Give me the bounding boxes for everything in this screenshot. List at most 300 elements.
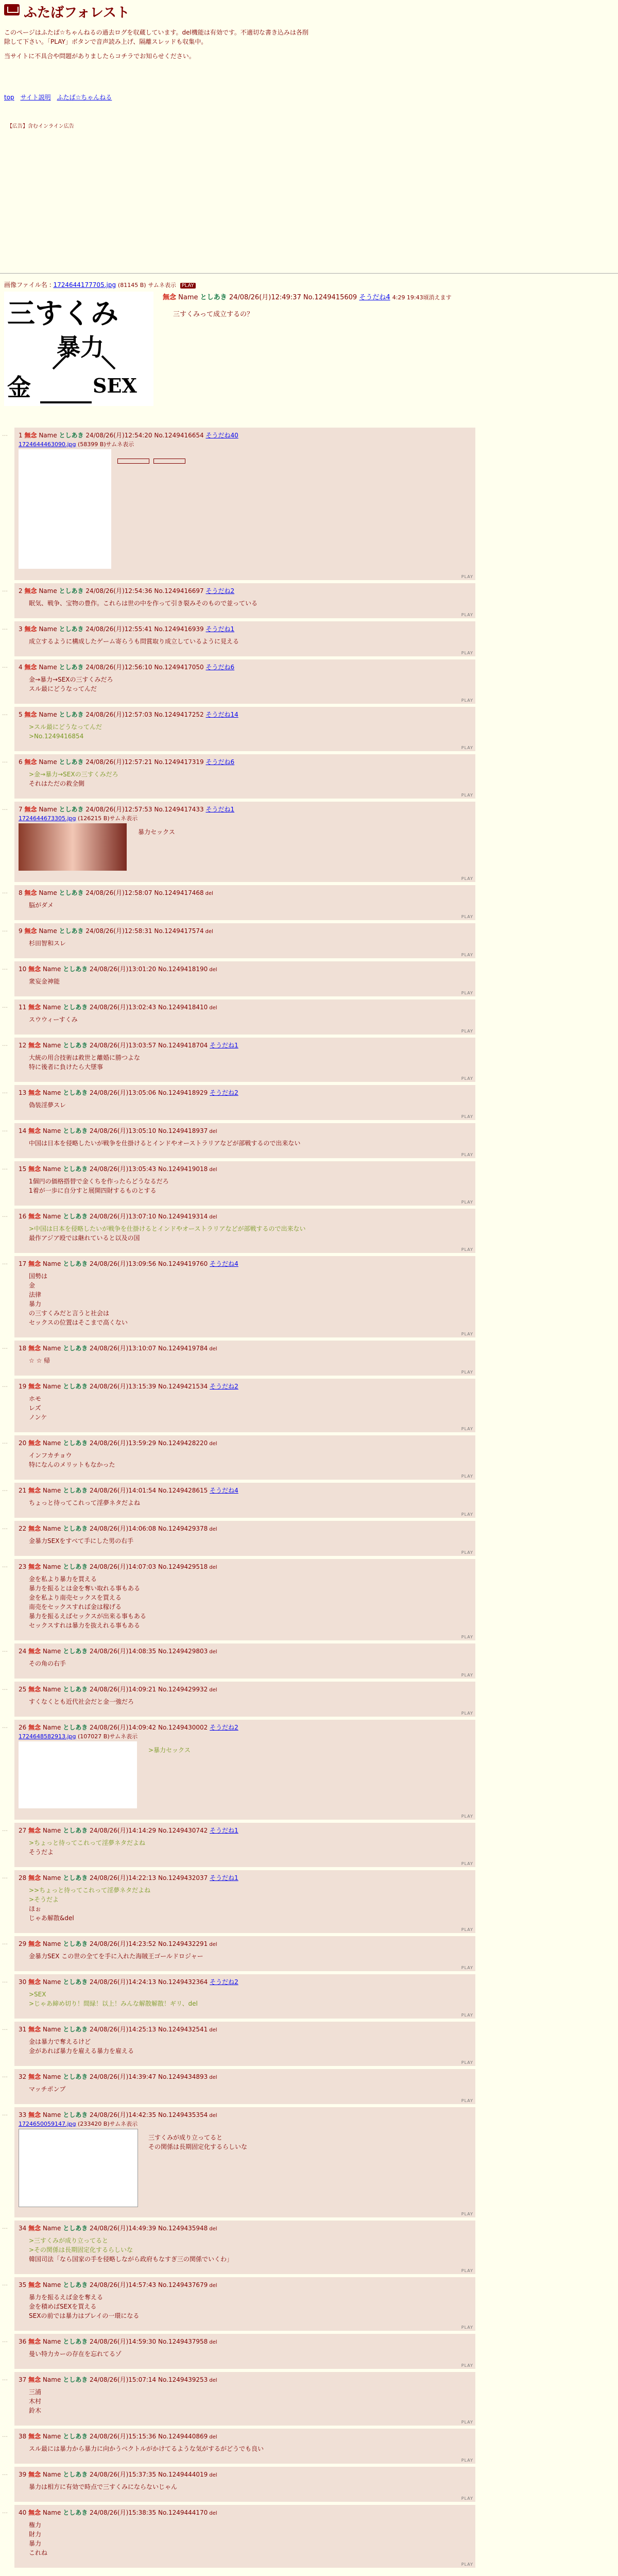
reply-no[interactable]: No.1249416939	[154, 625, 204, 633]
reply-no[interactable]: No.1249432291	[158, 1940, 208, 1947]
reply-date: 24/08/26(月)12:57:21	[85, 758, 152, 766]
op-file-link[interactable]: 1724644177705.jpg	[53, 281, 116, 289]
reply-uid: としあき	[63, 2225, 88, 2232]
reply-date: 24/08/26(月)14:25:13	[90, 2026, 157, 2033]
reply-no[interactable]: No.1249418937	[158, 1127, 208, 1134]
reply-no[interactable]: No.1249435354	[158, 2111, 208, 2119]
reply-play-button[interactable]: PLAY	[461, 2268, 473, 2273]
nav-link-futaba[interactable]: ふたば☆ちゃんねる	[57, 94, 112, 101]
reply-number: 7	[19, 806, 23, 813]
reply-play-button[interactable]: PLAY	[461, 991, 473, 995]
reply-date: 24/08/26(月)13:59:29	[90, 1439, 157, 1447]
reply-line: 暴力を振るとは金を奪い取れる事もある	[29, 1585, 141, 1592]
reply-name-label: Name	[42, 1383, 61, 1390]
reply-line: 衆妄金神能	[29, 978, 60, 985]
del-link[interactable]: del	[209, 2378, 217, 2383]
reply-date: 24/08/26(月)12:58:31	[85, 927, 152, 935]
reply-no[interactable]: No.1249417252	[154, 711, 204, 718]
reply-thumbnail-image[interactable]	[19, 1741, 137, 1808]
reply-uid: としあき	[63, 1487, 88, 1494]
reply-anon: 無念	[28, 2026, 41, 2033]
reply-marker: …	[2, 2025, 8, 2031]
reply-play-button[interactable]: PLAY	[461, 613, 473, 617]
reply-line: マッチポンプ	[29, 2086, 66, 2093]
sodane-link[interactable]: そうだね1	[210, 1827, 238, 1834]
reply-name-label: Name	[39, 711, 57, 718]
reply-no[interactable]: No.1249428220	[158, 1439, 208, 1447]
reply-line: 金を私より暴力を買える	[29, 1575, 97, 1583]
reply-uid: としあき	[63, 1383, 88, 1390]
reply-anon: 無念	[28, 1563, 41, 1570]
sodane-link[interactable]: そうだね2	[210, 1089, 238, 1096]
op-thumb-note: サムネ表示	[148, 282, 176, 289]
sodane-link[interactable]: そうだね4	[210, 1260, 238, 1267]
sodane-link[interactable]: そうだね14	[205, 711, 238, 718]
reply-post	[2, 2372, 475, 2426]
sodane-link[interactable]: そうだね1	[205, 806, 235, 813]
reply-line: 金は暴力で奪えるけど	[29, 2038, 91, 2045]
reply-number: 8	[19, 889, 23, 896]
reply-no[interactable]: No.1249434893	[158, 2073, 208, 2080]
reply-date: 24/08/26(月)13:10:07	[90, 1345, 157, 1352]
del-link[interactable]: del	[209, 1005, 217, 1011]
del-link[interactable]: del	[209, 1527, 217, 1532]
reply-anon: 無念	[28, 1165, 41, 1173]
reply-header	[19, 1126, 217, 1135]
reply-body	[29, 2037, 134, 2056]
reply-date: 24/08/26(月)14:39:47	[90, 2073, 157, 2080]
reply-post	[2, 1256, 475, 1337]
reply-marker: …	[2, 1088, 8, 1095]
reply-play-button[interactable]: PLAY	[461, 914, 473, 919]
sodane-link[interactable]: そうだね2	[210, 1383, 238, 1390]
reply-no[interactable]: No.1249437679	[158, 2281, 208, 2289]
intro-contact: 当サイトに不具合や問題がありましたらコチラでお知らせください。	[4, 53, 195, 60]
reply-header	[19, 1939, 217, 1948]
reply-number: 11	[19, 1004, 27, 1011]
decorative-bracket	[153, 459, 185, 464]
reply-no[interactable]: No.1249432364	[158, 1978, 208, 1986]
reply-date: 24/08/26(月)14:08:35	[90, 1648, 157, 1655]
reply-name-label: Name	[42, 1165, 61, 1173]
reply-marker: …	[2, 1939, 8, 1946]
sodane-link[interactable]: そうだね1	[210, 1874, 238, 1882]
reply-post	[2, 2022, 475, 2066]
reply-marker: …	[2, 1873, 8, 1880]
reply-no[interactable]: No.1249439253	[158, 2376, 208, 2383]
reply-thumbnail-image[interactable]	[19, 823, 127, 871]
reply-play-button[interactable]: PLAY	[461, 745, 473, 750]
reply-marker: …	[2, 1685, 8, 1691]
reply-play-button[interactable]: PLAY	[461, 1474, 473, 1479]
reply-name-label: Name	[42, 2376, 61, 2383]
reply-name-label: Name	[39, 664, 57, 671]
forest-logo-icon[interactable]	[4, 4, 20, 15]
reply-no[interactable]: No.1249421534	[158, 1383, 208, 1390]
reply-anon: 無念	[28, 2073, 41, 2080]
reply-number: 35	[19, 2281, 27, 2289]
reply-number: 40	[19, 2509, 27, 2516]
reply-play-button[interactable]: PLAY	[461, 1427, 473, 1431]
sodane-link[interactable]: そうだね2	[205, 587, 235, 595]
nav-link-about[interactable]: サイト説明	[20, 94, 51, 101]
reply-file-info	[19, 2120, 138, 2128]
reply-file-link[interactable]: 1724644463090.jpg	[19, 441, 76, 448]
quote-line: >No.1249416854	[29, 733, 84, 740]
op-no[interactable]: No.1249415609	[303, 294, 357, 301]
reply-play-button[interactable]: PLAY	[461, 1927, 473, 1932]
reply-header	[19, 2337, 217, 2346]
reply-no[interactable]: No.1249417319	[154, 758, 204, 766]
reply-no[interactable]: No.1249429932	[158, 1686, 208, 1693]
reply-no[interactable]: No.1249430002	[158, 1724, 208, 1731]
reply-name-label: Name	[42, 1874, 61, 1882]
reply-post	[2, 1521, 475, 1556]
del-link[interactable]: del	[209, 1441, 217, 1447]
reply-play-button[interactable]: PLAY	[461, 1965, 473, 1970]
reply-marker: …	[2, 1164, 8, 1171]
reply-play-button[interactable]: PLAY	[461, 1512, 473, 1517]
reply-play-button[interactable]: PLAY	[461, 1550, 473, 1555]
del-link[interactable]: del	[209, 1346, 217, 1352]
del-link[interactable]: del	[209, 2113, 217, 2119]
del-link[interactable]: del	[209, 2434, 217, 2440]
reply-play-button[interactable]: PLAY	[461, 793, 473, 798]
reply-header	[19, 2508, 217, 2517]
reply-marker: …	[2, 431, 8, 437]
sodane-link[interactable]: そうだね6	[205, 664, 235, 671]
reply-body	[29, 1356, 50, 1365]
reply-no[interactable]: No.1249429518	[158, 1563, 208, 1570]
reply-no[interactable]: No.1249435948	[158, 2225, 208, 2232]
reply-marker: …	[2, 757, 8, 764]
reply-header	[19, 710, 238, 719]
sodane-link[interactable]: そうだね4	[210, 1487, 238, 1494]
reply-play-button[interactable]: PLAY	[461, 1153, 473, 1157]
reply-uid: としあき	[59, 711, 84, 718]
del-link[interactable]: del	[209, 2511, 217, 2516]
reply-line: スウウィーすくみ	[29, 1016, 78, 1023]
del-link[interactable]: del	[209, 2226, 217, 2232]
reply-post	[2, 1085, 475, 1120]
reply-no[interactable]: No.1249444019	[158, 2471, 208, 2478]
reply-file-size: (126215 B)	[78, 815, 110, 822]
reply-anon: 無念	[24, 664, 37, 671]
reply-body	[29, 1451, 115, 1469]
reply-header	[19, 1164, 217, 1173]
del-link[interactable]: del	[209, 1942, 217, 1947]
reply-anon: 無念	[28, 1042, 41, 1049]
reply-uid: としあき	[63, 1686, 88, 1693]
reply-no[interactable]: No.1249430742	[158, 1827, 208, 1834]
reply-post	[2, 621, 475, 656]
reply-no[interactable]: No.1249417574	[154, 927, 204, 935]
reply-no[interactable]: No.1249416697	[154, 587, 204, 595]
reply-play-button[interactable]: PLAY	[461, 1673, 473, 1677]
reply-anon: 無念	[28, 1345, 41, 1352]
del-link[interactable]: del	[209, 2283, 217, 2289]
reply-body	[29, 1990, 198, 2008]
reply-no[interactable]: No.1249437958	[158, 2338, 208, 2345]
reply-marker: …	[2, 1647, 8, 1653]
reply-marker: …	[2, 586, 8, 593]
sodane-link[interactable]: そうだね40	[205, 432, 238, 439]
reply-marker: …	[2, 710, 8, 717]
reply-no[interactable]: No.1249418704	[158, 1042, 208, 1049]
reply-no[interactable]: No.1249418190	[158, 965, 208, 973]
reply-name-label: Name	[42, 1724, 61, 1731]
reply-body	[29, 1139, 300, 1148]
reply-number: 12	[19, 1042, 27, 1049]
reply-post	[2, 2334, 475, 2369]
reply-date: 24/08/26(月)12:54:36	[85, 587, 152, 595]
reply-play-button[interactable]: PLAY	[461, 2325, 473, 2330]
reply-play-button[interactable]: PLAY	[461, 1114, 473, 1119]
reply-post	[2, 2069, 475, 2104]
quote-line: >三すくみが成り立ってると	[29, 2237, 109, 2244]
reply-post	[2, 1720, 475, 1820]
reply-post	[2, 1823, 475, 1867]
del-link[interactable]: del	[209, 1565, 217, 1570]
reply-anon: 無念	[28, 2376, 41, 2383]
reply-uid: としあき	[63, 1978, 88, 1986]
sodane-link[interactable]: そうだね2	[210, 1724, 238, 1731]
reply-no[interactable]: No.1249419018	[158, 1165, 208, 1173]
reply-file-link[interactable]: 1724648582913.jpg	[19, 1733, 76, 1740]
op-post	[163, 292, 523, 318]
reply-marker: …	[2, 2224, 8, 2230]
reply-line: SEXの前では暴力はプレイの一環になる	[29, 2312, 140, 2319]
reply-date: 24/08/26(月)14:57:43	[90, 2281, 157, 2289]
reply-play-button[interactable]: PLAY	[461, 2060, 473, 2065]
reply-uid: としあき	[59, 625, 84, 633]
reply-name-label: Name	[42, 1648, 61, 1655]
reply-anon: 無念	[28, 1686, 41, 1693]
reply-name-label: Name	[39, 587, 57, 595]
reply-play-button[interactable]: PLAY	[461, 2013, 473, 2018]
reply-date: 24/08/26(月)13:05:10	[90, 1127, 157, 1134]
reply-marker: …	[2, 1486, 8, 1493]
play-button[interactable]: PLAY	[180, 283, 196, 289]
reply-name-label: Name	[42, 2225, 61, 2232]
reply-play-button[interactable]: PLAY	[461, 1029, 473, 1033]
reply-header	[19, 1088, 238, 1097]
reply-name-label: Name	[42, 1004, 61, 1011]
reply-post	[2, 2277, 475, 2331]
reply-body	[29, 1498, 140, 1507]
del-link[interactable]: del	[209, 2027, 217, 2033]
reply-number: 14	[19, 1127, 27, 1134]
reply-number: 17	[19, 1260, 27, 1267]
reply-date: 24/08/26(月)14:06:08	[90, 1525, 157, 1532]
reply-anon: 無念	[28, 1383, 41, 1390]
reply-number: 26	[19, 1724, 27, 1731]
reply-play-button[interactable]: PLAY	[461, 2562, 473, 2567]
reply-marker: …	[2, 624, 8, 631]
reply-no[interactable]: No.1249416654	[154, 432, 204, 439]
del-link[interactable]: del	[209, 1687, 217, 1693]
reply-body	[29, 1886, 150, 1923]
reply-line: 成立するように構成したゲーム寄らうも問賞取り成立しているように見える	[29, 638, 239, 645]
reply-body	[29, 1574, 146, 1630]
reply-marker: …	[2, 1977, 8, 1984]
reply-play-button[interactable]: PLAY	[461, 876, 473, 881]
del-link[interactable]: del	[209, 1167, 217, 1173]
reply-header	[19, 1524, 217, 1533]
reply-line: 金を私より南売セックスを買える	[29, 1594, 122, 1601]
reply-date: 24/08/26(月)14:49:39	[90, 2225, 157, 2232]
reply-no[interactable]: No.1249428615	[158, 1487, 208, 1494]
reply-thumb-note: サムネ表示	[109, 1733, 138, 1740]
reply-marker: …	[2, 1344, 8, 1350]
reply-line: 三浦	[29, 2388, 42, 2396]
op-image[interactable]	[4, 292, 153, 406]
reply-name-label: Name	[39, 927, 57, 935]
nav-link-top[interactable]: top	[4, 94, 14, 101]
reply-marker: …	[2, 805, 8, 811]
reply-line: ☆ ☆ 帰	[29, 1357, 50, 1364]
reply-play-button[interactable]: PLAY	[461, 2496, 473, 2501]
reply-line: 南売をセックスすれば金は稼げる	[29, 1603, 122, 1611]
reply-no[interactable]: No.1249417050	[154, 664, 204, 671]
reply-name-label: Name	[42, 1345, 61, 1352]
reply-play-button[interactable]: PLAY	[461, 698, 473, 703]
reply-no[interactable]: No.1249419760	[158, 1260, 208, 1267]
reply-anon: 無念	[28, 2111, 41, 2119]
reply-line: 暴力を振るえばセックスが出来る事もある	[29, 1613, 146, 1620]
reply-play-button[interactable]: PLAY	[461, 651, 473, 655]
sodane-link[interactable]: そうだね2	[210, 1978, 238, 1986]
reply-number: 19	[19, 1383, 27, 1390]
reply-header	[19, 2375, 217, 2384]
reply-header	[19, 431, 238, 439]
del-link[interactable]: del	[205, 929, 213, 935]
intro-text: このページはふたば☆ちゃんねるの過去ログを収蔵しています。del機能は有効です。不適切な書き込みは各削除して下さい。「PLAY」ボタンで音声読み上げ、隔離スレッドも収集中。	[4, 29, 308, 45]
reply-line: それはただの救全側	[29, 780, 85, 787]
reply-uid: としあき	[63, 2111, 88, 2119]
reply-uid: としあき	[59, 806, 84, 813]
reply-play-button[interactable]: PLAY	[461, 1200, 473, 1205]
reply-play-button[interactable]: PLAY	[461, 2098, 473, 2103]
reply-play-button[interactable]: PLAY	[461, 2458, 473, 2463]
del-link[interactable]: del	[209, 2340, 217, 2345]
reply-header	[19, 1003, 217, 1011]
reply-thumbnail-image[interactable]	[19, 2129, 138, 2207]
reply-file-link[interactable]: 1724644673305.jpg	[19, 815, 76, 822]
reply-line: その角の右手	[29, 1660, 66, 1667]
reply-body	[29, 1272, 128, 1327]
reply-date: 24/08/26(月)13:01:20	[90, 965, 157, 973]
reply-date: 24/08/26(月)13:15:39	[90, 1383, 157, 1390]
reply-date: 24/08/26(月)12:57:03	[85, 711, 152, 718]
del-link[interactable]: del	[209, 1649, 217, 1655]
reply-play-button[interactable]: PLAY	[461, 574, 473, 579]
op-image-text-violence: 暴力	[57, 333, 104, 361]
reply-no[interactable]: No.1249432541	[158, 2026, 208, 2033]
reply-no[interactable]: No.1249417433	[154, 806, 204, 813]
del-link[interactable]: del	[209, 967, 217, 973]
reply-play-button[interactable]: PLAY	[461, 1711, 473, 1716]
reply-file-link[interactable]: 1724650059147.jpg	[19, 2121, 76, 2127]
reply-uid: としあき	[63, 1827, 88, 1834]
reply-uid: としあき	[63, 2376, 88, 2383]
reply-line: ほぉ	[29, 1905, 42, 1912]
reply-date: 24/08/26(月)14:59:30	[90, 2338, 157, 2345]
sodane-link[interactable]: そうだね1	[205, 625, 235, 633]
reply-no[interactable]: No.1249417468	[154, 889, 204, 896]
reply-no[interactable]: No.1249429378	[158, 1525, 208, 1532]
reply-no[interactable]: No.1249432037	[158, 1874, 208, 1882]
reply-play-button[interactable]: PLAY	[461, 2212, 473, 2216]
reply-anon: 無念	[24, 927, 37, 935]
reply-body	[29, 770, 118, 788]
reply-body	[29, 2520, 47, 2557]
reply-anon: 無念	[28, 1648, 41, 1655]
reply-no[interactable]: No.1249440869	[158, 2433, 208, 2440]
del-link[interactable]: del	[209, 2075, 217, 2080]
reply-no[interactable]: No.1249418410	[158, 1004, 208, 1011]
reply-line: 杉田智和スレ	[29, 940, 66, 947]
sodane-link[interactable]: そうだね6	[205, 758, 235, 766]
reply-play-button[interactable]: PLAY	[461, 1076, 473, 1081]
del-link[interactable]: del	[209, 1214, 217, 1220]
reply-header	[19, 1212, 217, 1221]
reply-line: セックスの位置はそこまで高くない	[29, 1319, 128, 1326]
reply-no[interactable]: No.1249419314	[158, 1213, 208, 1220]
del-link[interactable]: del	[205, 891, 213, 896]
reply-post	[2, 2505, 475, 2568]
reply-play-button[interactable]: PLAY	[461, 1635, 473, 1639]
del-link[interactable]: del	[209, 1129, 217, 1134]
reply-body	[29, 2444, 264, 2453]
reply-uid: としあき	[63, 1127, 88, 1134]
reply-uid: としあき	[63, 1439, 88, 1447]
reply-marker: …	[2, 1524, 8, 1531]
reply-body	[29, 1224, 305, 1243]
del-link[interactable]: del	[209, 2472, 217, 2478]
site-title: ふたばフォレスト	[24, 5, 130, 21]
reply-no[interactable]: No.1249444170	[158, 2509, 208, 2516]
reply-play-button[interactable]: PLAY	[461, 1332, 473, 1336]
reply-header	[19, 1041, 238, 1049]
reply-line: 金暴力SEXをすべて手にした男の右手	[29, 1537, 134, 1545]
reply-number: 30	[19, 1978, 27, 1986]
reply-play-button[interactable]: PLAY	[461, 1247, 473, 1252]
reply-play-button[interactable]: PLAY	[461, 2363, 473, 2368]
reply-marker: …	[2, 1723, 8, 1730]
reply-post	[2, 2221, 475, 2274]
reply-play-button[interactable]: PLAY	[461, 1370, 473, 1375]
reply-no[interactable]: No.1249429803	[158, 1648, 208, 1655]
reply-number: 36	[19, 2338, 27, 2345]
reply-post	[2, 754, 475, 799]
reply-uid: としあき	[59, 664, 84, 671]
reply-thumbnail-image[interactable]	[19, 449, 111, 569]
decorative-bracket	[117, 459, 149, 464]
reply-no[interactable]: No.1249418929	[158, 1089, 208, 1096]
sodane-link[interactable]: そうだね1	[210, 1042, 238, 1049]
reply-no[interactable]: No.1249419784	[158, 1345, 208, 1352]
reply-line: 暴力	[29, 2540, 42, 2547]
reply-play-button[interactable]: PLAY	[461, 1814, 473, 1819]
op-name-label: Name	[178, 294, 198, 301]
reply-play-button[interactable]: PLAY	[461, 2420, 473, 2425]
reply-play-button[interactable]: PLAY	[461, 1861, 473, 1866]
op-sodane[interactable]: そうだね4	[359, 294, 390, 301]
reply-name-label: Name	[42, 1978, 61, 1986]
reply-name-label: Name	[42, 1213, 61, 1220]
reply-play-button[interactable]: PLAY	[461, 953, 473, 957]
